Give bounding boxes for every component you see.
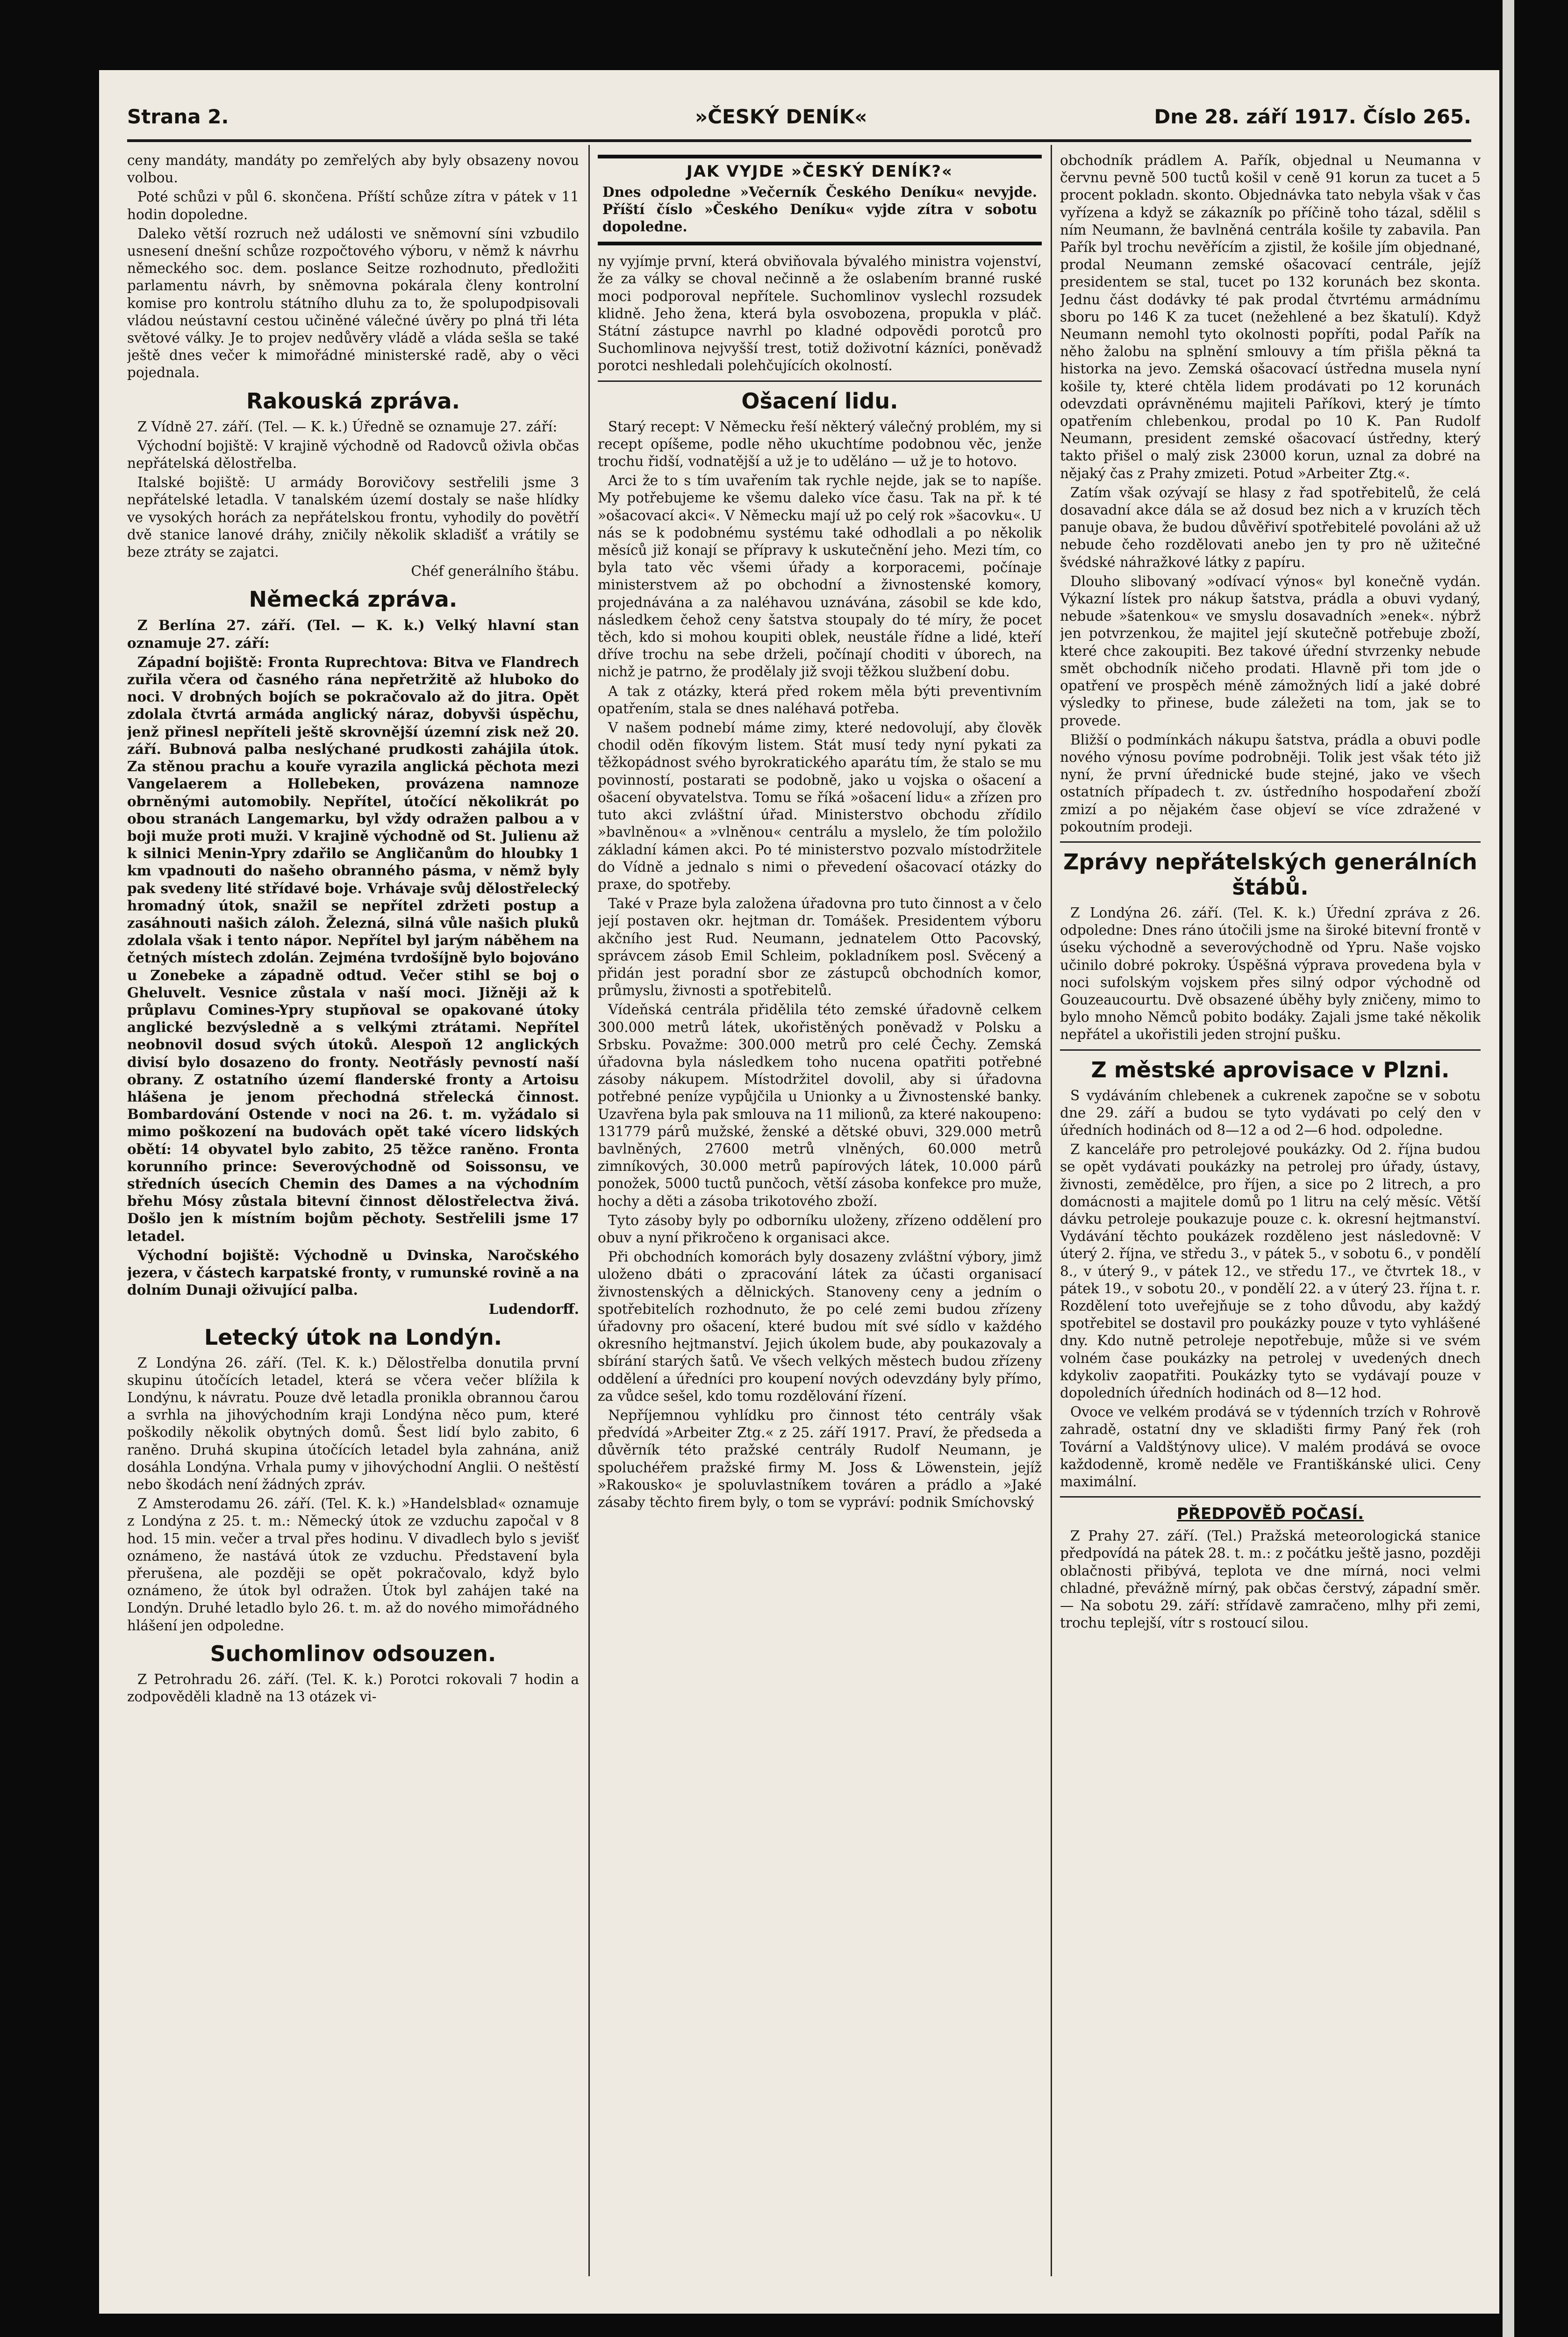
report-signature: Chéf generálního štábu. <box>411 563 579 580</box>
headline-austrian-report: Rakouská zpráva. <box>246 388 460 414</box>
article-text: Dlouho slibovaný »odívací výnos« byl konečně vydán. Výkazní lístek pro nákup šatstva, prádla a obuvi vydaný, nebude »šatenkou« ve smyslu dosavadních »enek«. nýbrž jen potvrzenkou, že majitel její skutečně potřebuje zboží, které chce zakoupiti. Bez takové úřední stvrzenky nebude smět obchodník ničeho prodati. Hlavně při tom jde o opatření ve prospěch méně zámožných lidí a jaké dobré výsledky to přinese, bude záležeti na tom, jak se to provede. <box>1060 573 1481 729</box>
article-text: Z Londýna 26. září. (Tel. K. k.) Úřední zpráva z 26. odpoledne: Dnes ráno útočili jsme na široké bitevní frontě v úseku východně a severovýchodně od Ypru. Naše vojsko učinilo dobré pokroky. Úspěšná výprava provedena byla v noci sufolským vojskem přes silný odpor východně od Gouzeaucourtu. Dvě obsazené úběhy byly zničeny, mimo to bylo mnoho Němců pobito bodáky. Zajali jsme také několik nepřátel a ukořistili jeden strojní pušku. <box>1060 904 1481 1043</box>
notice-box <box>598 155 1042 245</box>
newspaper-page <box>99 70 1499 2314</box>
report-text: Z Vídně 27. září. (Tel. — K. k.) Úředně se oznamuje 27. září: <box>137 418 558 435</box>
headline-enemy-staffs: Zprávy nepřátelských generálních štábů. <box>1063 849 1477 900</box>
headline-pilsen-supply: Z městské aprovisace v Plzni. <box>1091 1057 1450 1082</box>
issue-date-number: Dne 28. září 1917. Číslo 265. <box>1154 105 1471 128</box>
article-text: Z Petrohradu 26. září. (Tel. K. k.) Porotci rokovali 7 hodin a zodpověděli kladně na 13 otázek vi- <box>127 1671 579 1705</box>
column-1 <box>127 152 579 2293</box>
report-text: Západní bojiště: Fronta Ruprechtova: Bitva ve Flandrech zuřila včera od časného rána nepřetržitě až hluboko do noci. V drobných bojích se pokračovalo až do jitra. Opět zdolala čtvrtá armáda anglický náraz, dobyvši úspěchu, jenž přinesl nepříteli ještě skrovnější územní zisk než 20. září. Bubnová palba neslýchané prudkosti zahájila útok. Za stěnou prachu a kouře vyrazila anglická pěchota mezi Vangelaerem a Hollebeken, provázena namnoze obrněnými automobily. Nepřítel, útočící několikrát po obou stranách Langemarku, byl vždy odražen palbou a v boji muže proti muži. V krajině východně od St. Julienu až k silnici Menin-Ypry zdařilo se Angličanům do hloubky 1 km vpadnouti do našeho obranného pásma, v němž byly pak svedeny lité střídavé boje. Vrhávaje svůj dělostřelecký hromadný útok, snažil se nepřítel zdržeti postup a zasáhnouti našich záloh. Železná, silná vůle našich pluků zdolala však i tento nápor. Nepřítel byl jarým náběhem na četných místech zdolán. Zejména tvrdošíjně bylo bojováno u Zonebeke a západně odtud. Večer stihl se boj o Gheluvelt. Vesnice zůstala v naší moci. Jižněji až k průplavu Comines-Ypry stupňoval se opakované útoky anglické bezvýsledně a s velkými ztrátami. Nepřítel neobnovil dosud svých útoků. Alespoň 12 anglických divisí bylo dosazeno do fronty. Neotřásly pevností naší obrany. Z ostatního území flanderské fronty a Artoisu hlášena je jenom přechodná střelecká činnost. Bombardování Ostende v noci na 26. t. m. vyžádalo si mimo poškození na budovách opět také vícero lidských obětí: 14 obyvatel bylo zabito, 25 těžce raněno. Fronta korunního prince: Severovýchodně od Soissonsu, ve středních úsecích Chemin des Dames a na východním břehu Mósy zůstala bitevní činnost dělostřelectva živá. Došlo jen k místním bojům pěchoty. Sestřelili jsme 17 letadel. <box>127 653 579 1244</box>
column-3 <box>1060 152 1481 2293</box>
parliament-text: ceny mandáty, mandáty po zemřelých aby byly obsazeny novou volbou. <box>127 152 579 186</box>
column-divider-1 <box>588 145 590 2276</box>
report-signature: Ludendorff. <box>488 1301 579 1318</box>
notice-body: Dnes odpoledne »Večerník Českého Deníku« nevyjde. Příští číslo »Českého Deníku« vyjde zítra v sobotu dopoledne. <box>602 184 1037 235</box>
headline-suchomlinov: Suchomlinov odsouzen. <box>210 1641 496 1666</box>
article-text: Tyto zásoby byly po odborníku uloženy, zřízeno oddělení pro obuv a nyní přikročeno k organisaci akce. <box>598 1212 1042 1246</box>
article-text: Ovoce ve velkém prodává se v týdenních trzích v Rohrově zahradě, ostatní dny ve skladišti firmy Paný řek (roh Tovární a Valdštýnovy ulice). V malém prodává se ovoce každodenně, kromě neděle ve Františkánské ulici. Ceny maximální. <box>1060 1404 1481 1490</box>
article-text: ny vyjímje první, která obviňovala bývalého ministra vojenství, že za války se choval nečinně a že oslabením branné ruské moci podporoval nepřítele. Suchomlinov vyslechl rozsudek klidně. Jeho žena, která byla osvobozena, propukla v pláč. Státní zástupce navrhl po kladné odpovědi porotců pro Suchomlinova nejvyšší trest, totiž doživotní kázníci, poněvadž porotci neshledali polehčujících okolností. <box>598 253 1042 374</box>
headline-clothing: Ošacení lidu. <box>741 388 898 414</box>
report-text: Z Berlína 27. září. (Tel. — K. k.) Velký hlavní stan oznamuje 27. září: <box>127 617 579 651</box>
article-text: Nepříjemnou vyhlídku pro činnost této centrály však předvídá »Arbeiter Ztg.« z 25. září 1917. Praví, že předseda a důvěrník této pražské centrály Rudolf Neumann, je spoluchéřem pražské firmy M. Joss & Löwenstein, jejíž »Rakousko« je spoluvlastníkem továren a prádlo a »Jaké zásaby těchto firem byly, o tom se vypráví: podnik Smíchovský <box>598 1407 1042 1511</box>
article-text: Vídeňská centrála přidělila této zemské úřadovně celkem 300.000 metrů látek, ukořistěných poněvadž v Polsku a Srbsku. Považme: 300.000 metrů pro celé Čechy. Zemská úřadovna byla následkem toho nucena opatřiti potřebné zásoby nákupem. Místodržitel dovolil, aby si úřadovna potřebné peníze vypůjčila u Unionky a u Živnostenské banky. Uzavřena byla pak smlouva na 11 milionů, za které nakoupeno: 131779 párů mužské, ženské a dětské obuvi, 329.000 metrů bavlněných, 27600 metrů vlněných, 60.000 metrů zimníkových, 30.000 metrů papírových látek, 10.000 párů ponožek, 5000 tuctů punčoch, větší zásoba konfekce pro muže, hochy a děti a zásoba trikotového zboží. <box>598 1002 1042 1209</box>
headline-german-report: Německá zpráva. <box>249 587 458 612</box>
column-2 <box>598 152 1042 2293</box>
section-rule <box>1060 1049 1481 1051</box>
article-text: Při obchodních komorách byly dosazeny zvláštní výbory, jimž uloženo dbáti o zpracování látek za účasti organisací živnostenských a dělnických. Stanoveny ceny a jedním o spotřebitelích rozhodnuto, že po celé zemi budou zřízeny úřadovny pro ošacení, které budou mít své sídlo v každého okresního hejtmanství. Jejich úkolem bude, aby poukazovaly a sbírání starých šatů. Ve všech velkých městech budou zřízeny oddělení a úředníci pro koupení nových odevzdány byly přímo, za vůdce sešel, kdo tomu rozdělování řízení. <box>598 1249 1042 1404</box>
section-rule <box>598 380 1042 382</box>
headline-air-raid-london: Letecký útok na Londýn. <box>204 1324 502 1350</box>
section-rule <box>1060 1496 1481 1498</box>
article-text: Z Prahy 27. září. (Tel.) Pražská meteorologická stanice předpovídá na pátek 28. t. m.: z počátku ještě jasno, později oblačnosti přibývá, teplota ve dne mírná, noci velmi chladné, převážně mírný, pak občas čerstvý, západní směr. — Na sobotu 29. září: střídavě zamračeno, mlhy při zemi, trochu teplejší, vítr s rostoucí silou. <box>1060 1528 1481 1631</box>
article-text: Starý recept: V Německu řeší některý válečný problém, my si recept opíšeme, podle něho ukuchtíme podobnou věc, jenže trochu řidší, vodnatější a už je to uděláno — už je to hotovo. <box>598 418 1042 470</box>
column-divider-2 <box>1051 145 1052 2276</box>
article-text: V našem podnebí máme zimy, které nedovolují, aby člověk chodil oděn fíkovým listem. Stát musí tedy nyní pykati za těžkopádnost svého byrokratického aparátu tím, že stalo se mu povinností, postarati se podobně, jako u vojska o ošacení a ošacení obyvatelstva. Tomu se říká »ošacení lidu« a zřízen pro tuto akci zvláštní úřad. Ministerstvo obchodu zřídilo »bavlněnou« a »vlněnou« centrálu a myslelo, že tím položilo základní kámen akci. Po té ministerstvo pozvalo místodržitele do Vídně a jednalo s nimi o převedení ošacovací otázky do praxe, do spotřeby. <box>598 720 1042 892</box>
article-text: S vydáváním chlebenek a cukrenek započne se v sobotu dne 29. září a budou se tyto vydávati po celý den v úředních hodinách od 8—12 a od 2—6 hod. odpoledne. <box>1060 1087 1481 1138</box>
article-text: Bližší o podmínkách nákupu šatstva, prádla a obuvi podle nového výnosu povíme podrobněji. Tolik jest však této již nyní, že první úřednické bude stejné, jako ve všech ostatních případech t. zv. ústředního hospodaření zboží zmizí a po nějakém čase objeví se více zdražené v pokoutním prodeji. <box>1060 731 1481 835</box>
parliament-text: Daleko větší rozruch než události ve sněmovní síni vzbudilo usnesení dnešní schůze rozpočtového výboru, v němž k návrhu německého soc. dem. poslance Seitze rozhodnuto, předložiti parlamentu návrh, by sněmovna pokárala členy kontrolní komise pro kontrolu státního dluhu za to, že spolupodpisovali vládou neústavní cestou učiněné válečné úvěry po plná tři léta světové války. Je to projev nedůvěry vládě a vláda sešla se také ještě dnes večer k mimořádné ministerské radě, aby o věci pojednala. <box>127 225 579 381</box>
masthead-title: »ČESKÝ DENÍK« <box>695 105 867 128</box>
page-number: Strana 2. <box>127 105 229 128</box>
article-text: Také v Praze byla založena úřadovna pro tuto činnost a v čelo její postaven okr. hejtman dr. Tomášek. Presidentem výboru akčního jest Rud. Neumann, jednatelem Otto Pacovský, správcem zásob Emil Schleim, pokladníkem posl. Svěcený a přidán jest poradní sbor ze zástupců obchodních komor, průmyslu, živnosti a spotřebitelů. <box>598 896 1042 999</box>
article-text: Z kanceláře pro petrolejové poukázky. Od 2. října budou se opět vydávati poukázky na petrolej pro úřady, ústavy, živnosti, zemědělce, pro říjen, a sice po 2 litrech, a pro domácnosti a majitele domů po 1 litru na celý měsíc. Větší dávku petroleje poukazuje pouze c. k. okresní hejtmanství. Vydávání těchto poukázek rozděleno jest následovně: V úterý 2. října, ve středu 3., v pátek 5., v sobotu 6., v pondělí 8., v úterý 9., v pátek 12., ve středu 17., ve čtvrtek 18., v pátek 19., v sobotu 20., v pondělí 22. a v úterý 23. října t. r. Rozdělení toto uveřejňuje se z toho důvodu, aby každý spotřebitel se dostavil pro poukázky pouze v tyto vyhlášené dny. Kdo nutně petroleje nepotřebuje, může si ve svém volném čase poukázky na petrolej v uvedených dnech kdykoliv zaopatřiti. Poukázky tyto se vydávají pouze v dopoledních úředních hodinách od 8—12 hod. <box>1060 1141 1481 1401</box>
article-text: Zatím však ozývají se hlasy z řad spotřebitelů, že celá dosavadní akce dála se až dosud bez nich a v kruzích těch panuje obava, že budou důvěřiví spotřebitelé povoláni až už nebude čeho rozdělovati anebo jen ty pro ně užitečné švédské náhražkové látky z papíru. <box>1060 484 1481 570</box>
article-text: Z Londýna 26. září. (Tel. K. k.) Dělostřelba donutila první skupinu útočících letadel, která se včera večer blížila k Londýnu, k návratu. Pouze dvě letadla pronikla obrannou čarou a svrhla na jihovýchodním kraji Londýna něco pum, které poškodily několik obytných domů. Šest lidí bylo zabito, 6 raněno. Druhá skupina útočících letadel byla zahnána, aniž dosáhla Londýna. Vrhala pumy v jihovýchodní Anglii. O neštěstí nebo škodách není žádných zpráv. <box>127 1355 579 1493</box>
binding-strip <box>1503 0 1514 2337</box>
report-text: Východní bojiště: V krajině východně od Radovců oživla občas nepřátelská dělostřelba. <box>127 437 579 472</box>
report-text: Italské bojiště: U armády Borovičovy sestřelili jsme 3 nepřátelské letadla. V tanalském území dostaly se naše hlídky ve vysokých horách za nepřátelskou frontu, vyhodily do povětří dvě stanice lanové dráhy, zničily několik skladišť a vrátily se beze ztráty se zajatci. <box>127 474 579 560</box>
parliament-text: Poté schůzi v půl 6. skončena. Příští schůze zítra v pátek v 11 hodin dopoledne. <box>127 189 579 222</box>
article-text: Z Amsterodamu 26. září. (Tel. K. k.) »Handelsblad« oznamuje z Londýna z 25. t. m.: Německý útok ze vzduchu započal v 8 hod. 15 min. večer a trval přes hodinu. V divadlech bylo s jevišť oznámeno, že nastává útok ze vzduchu. Představení byla přerušena, ale později se opět pokračovalo, když bylo oznámeno, že útok byl odražen. Útok byl zahájen také na Londýn. Druhé letadlo bylo 26. t. m. až do nového mimořádného hlášení jen odpoledne. <box>127 1496 579 1634</box>
notice-title: JAK VYJDE »ČESKÝ DENÍK?« <box>686 162 953 181</box>
article-text: obchodník prádlem A. Pařík, objednal u Neumanna v červnu pevně 500 tuctů košil v ceně 91 korun za tucet a 5 procent pokladn. skonto. Objednávka tato nebyla však v čas vyřízena a když se zákazník po příčině toho tázal, sdělil s ním Neumann, že bavlněná centrála košile ty zabavila. Pan Pařík byl trochu nevěřícím a zjistil, že košile jím objednané, prodal Neumann zemské ošacovací centrále, jejíž presidentem se stal, tucet po 132 korunách bez skonta. Jednu část dodávky té pak prodal čtvrtému armádnímu sboru po 146 K za tucet (nežehlené a bez škatulí). Když Neumann nemohl tyto okolnosti popříti, podal Pařík na něho žalobu na splnění smlouvy a tím přišla pěkná ta historka na jevo. Zemská ošacovací ústředna musela nyní košile ty, které chtěla lidem prodávati po 12 korunách odevzdati oprávněnému majiteli Paříkovi, který je tímto opatřením chlebenkou, prodal po 10 K. Pan Rudolf Neumann, president zemské ošacovací ústředny, který takto přišel o malý zisk 23000 korun, uznal za dobré na nějaký čas z Prahy zmizeti. Potud »Arbeiter Ztg.«. <box>1060 152 1481 481</box>
header-rule <box>127 139 1471 142</box>
headline-weather: PŘEDPOVĚĎ POČASÍ. <box>1176 1505 1364 1524</box>
section-rule <box>1060 841 1481 843</box>
report-text: Východní bojiště: Východně u Dvinska, Naročského jezera, v částech karpatské fronty, v rumunské rovině a na dolním Dunaji oživující palba. <box>127 1247 579 1298</box>
article-text: Arci že to s tím uvařením tak rychle nejde, jak se to napíše. My potřebujeme ke všemu daleko více času. Tak na př. k té »ošacovací akci«. V Německu mají už po celý rok »šacovku«. U nás se k podobnému systému také odhodlali a po několik měsíců již konají se přípravy k uskutečnění jeho. Mezi tím, co byla tato věc všemi úřady a korporacemi, počínaje ministerstvem až po obchodní a živnostenské komory, projednávána a za naléhavou uznávána, zásobil se kde kdo, následkem čehož ceny šatstva stoupaly do té míry, že pocet těch, kdo si mohou koupiti oblek, neustále řídne a lidé, kteří dříve trochu na sebe drželi, počínají choditi v úborech, na nichž je patrno, že prodělaly již svoji těžkou službení dobu. <box>598 473 1042 680</box>
article-text: A tak z otázky, která před rokem měla býti preventivním opatřením, stala se dnes naléhavá potřeba. <box>598 683 1042 717</box>
